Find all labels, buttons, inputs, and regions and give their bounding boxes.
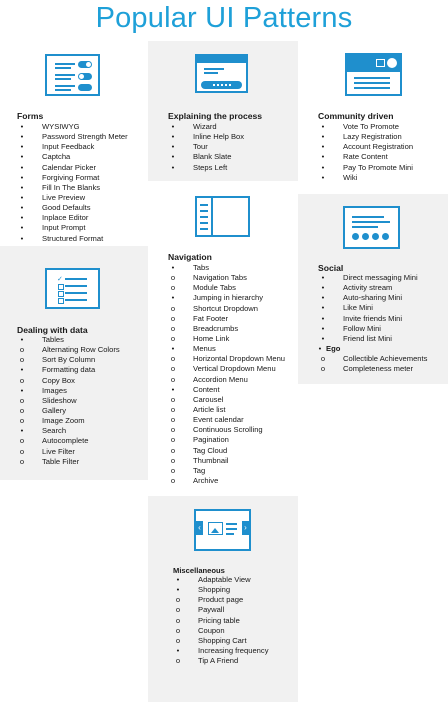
list-item-label: Navigation Tabs (193, 273, 247, 283)
bullet-icon: • (321, 162, 325, 172)
list-item-label: Direct messaging Mini (343, 273, 418, 282)
list-item-label: Article list (193, 404, 226, 414)
bullet-icon: • (176, 585, 180, 595)
list-item-label: WYSIWYG (42, 122, 80, 131)
list-item-label: Carousel (193, 394, 224, 404)
process-icon (195, 54, 248, 93)
bullet-icon: • (171, 122, 175, 131)
sub-bullet-icon: o (170, 313, 176, 323)
sub-bullet-icon: o (19, 456, 25, 466)
list-item-label: Module Tabs (193, 283, 236, 293)
bullet-icon: • (176, 645, 180, 655)
sub-bullet-icon: o (170, 425, 176, 435)
data-icon: ✓ (45, 268, 100, 309)
bullet-icon: • (321, 152, 325, 162)
bullet-icon: • (321, 132, 325, 142)
bullet-icon: • (321, 142, 325, 152)
sub-bullet-icon: o (170, 374, 176, 384)
list-item-label: Search (42, 426, 67, 436)
list-item-label: Autocomplete (42, 436, 89, 446)
sub-bullet-icon: o (175, 635, 181, 645)
bullet-icon: • (20, 182, 24, 192)
list-item-label: Horizontal Dropdown Menu (193, 354, 286, 364)
list-item-label: Password Strength Meter (42, 132, 128, 142)
sub-bullet-icon: o (320, 364, 326, 374)
sub-bullet-icon: o (170, 394, 176, 404)
list-item-label: Wiki (343, 172, 358, 182)
sub-bullet-icon: o (170, 364, 176, 374)
bullet-icon: • (321, 293, 325, 303)
navigation-icon (195, 196, 250, 237)
list-item-label: Rate Content (343, 152, 388, 162)
forms-heading: Forms (17, 111, 44, 121)
sub-bullet-icon: o (170, 445, 176, 455)
list-item-label: Table Filter (42, 456, 80, 466)
misc-heading: Miscellaneous (173, 566, 225, 575)
data-heading: Dealing with data (17, 325, 88, 335)
list-item-label: Shopping (198, 585, 231, 595)
list-item-label: Image Zoom (42, 416, 85, 426)
sub-bullet-icon: o (170, 273, 176, 283)
list-item-label: Tip A Friend (198, 656, 239, 666)
sub-bullet-icon: o (19, 436, 25, 446)
sub-bullet-icon: o (170, 354, 176, 364)
bullet-icon: • (321, 303, 325, 313)
bullet-icon: • (20, 132, 24, 142)
misc-icon: ‹ › (194, 509, 251, 551)
bullet-icon: • (171, 142, 175, 152)
sub-bullet-icon: o (175, 615, 181, 625)
bullet-icon: • (171, 344, 175, 354)
list-item-label: Increasing frequency (198, 645, 269, 655)
list-item-label: Inplace Editor (42, 213, 89, 223)
bullet-icon: • (20, 142, 24, 152)
sub-bullet-icon: o (170, 283, 176, 293)
sub-bullet-icon: o (19, 395, 25, 405)
bullet-icon: • (318, 343, 322, 353)
list-item-label: Copy Box (42, 375, 75, 385)
bullet-icon: • (321, 172, 325, 182)
bullet-icon: • (20, 385, 24, 395)
bullet-icon: • (321, 122, 325, 131)
list-item-label: Inline Help Box (193, 132, 245, 142)
forms-icon (45, 54, 100, 96)
list-item-label: Continuous Scrolling (193, 425, 263, 435)
list-item-label: Event calendar (193, 415, 244, 425)
social-icon (343, 206, 400, 249)
bullet-icon: • (171, 152, 175, 162)
bullet-icon: • (171, 132, 175, 142)
sub-bullet-icon: o (170, 415, 176, 425)
list-item-label: Product page (198, 595, 244, 605)
list-item-label: Slideshow (42, 395, 77, 405)
sub-bullet-icon: o (170, 323, 176, 333)
list-item-label: Pagination (193, 435, 229, 445)
list-item-label: Fat Footer (193, 313, 229, 323)
bullet-icon: • (20, 213, 24, 223)
sub-bullet-icon: o (320, 354, 326, 364)
bullet-icon: • (321, 333, 325, 343)
list-item-label: Pricing table (198, 615, 240, 625)
process-heading: Explaining the process (168, 111, 263, 121)
community-heading: Community driven (318, 111, 394, 121)
sub-bullet-icon: o (19, 446, 25, 456)
sub-bullet-icon: o (175, 595, 181, 605)
sub-bullet-icon: o (19, 355, 25, 365)
bullet-icon: • (20, 223, 24, 233)
list-item-label: Activity stream (343, 283, 393, 293)
social-heading: Social (318, 263, 344, 273)
list-item-label: Live Preview (42, 192, 86, 202)
sub-bullet-icon: o (19, 345, 25, 355)
list-item-label: Thumbnail (193, 455, 229, 465)
bullet-icon: • (321, 283, 325, 293)
sub-bullet-icon: o (170, 435, 176, 445)
bullet-icon: • (321, 273, 325, 282)
list-item-label: Images (42, 385, 67, 395)
list-item-label: Content (193, 384, 220, 394)
sub-bullet-icon: o (170, 455, 176, 465)
community-icon (345, 53, 402, 96)
list-item-label: Ego (326, 343, 341, 353)
list-item-label: Fill In The Blanks (42, 182, 101, 192)
list-item-label: Live Filter (42, 446, 75, 456)
list-item-label: Home Link (193, 333, 230, 343)
sub-bullet-icon: o (19, 375, 25, 385)
bullet-icon: • (321, 313, 325, 323)
bullet-icon: • (176, 575, 180, 584)
list-item-label: Jumping in hierarchy (193, 293, 264, 303)
bullet-icon: • (20, 203, 24, 213)
bullet-icon: • (171, 384, 175, 394)
bullet-icon: • (20, 122, 24, 131)
sub-bullet-icon: o (175, 605, 181, 615)
sub-bullet-icon: o (170, 303, 176, 313)
sub-bullet-icon: o (170, 333, 176, 343)
navigation-heading: Navigation (168, 252, 212, 262)
list-item-label: Invite friends Mini (343, 313, 403, 323)
bullet-icon: • (20, 233, 24, 243)
list-item-label: Input Prompt (42, 223, 86, 233)
bullet-icon: • (321, 323, 325, 333)
list-item-label: Tabs (193, 263, 210, 272)
list-item-label: Pay To Promote Mini (343, 162, 413, 172)
list-item-label: Vote To Promote (343, 122, 400, 131)
list-item-label: Sort By Column (42, 355, 96, 365)
bullet-icon: • (20, 426, 24, 436)
list-item-label: Shortcut Dropdown (193, 303, 259, 313)
list-item-label: Wizard (193, 122, 217, 131)
list-item-label: Friend list Mini (343, 333, 392, 343)
list-item-label: Tour (193, 142, 208, 152)
bullet-icon: • (20, 192, 24, 202)
list-item-label: Tag Cloud (193, 445, 228, 455)
sub-bullet-icon: o (170, 465, 176, 475)
list-item-label: Like Mini (343, 303, 373, 313)
list-item-label: Accordion Menu (193, 374, 248, 384)
list-item-label: Tag (193, 465, 206, 475)
list-item-label: Lazy Registration (343, 132, 402, 142)
list-item-label: Auto-sharing Mini (343, 293, 403, 303)
list-item-label: Shopping Cart (198, 635, 247, 645)
list-item-label: Steps Left (193, 162, 228, 172)
bullet-icon: • (171, 293, 175, 303)
list-item-label: Blank Slate (193, 152, 232, 162)
sub-bullet-icon: o (175, 656, 181, 666)
list-item-label: Forgiving Format (42, 172, 100, 182)
page-title: Popular UI Patterns (95, 2, 353, 34)
bullet-icon: • (20, 162, 24, 172)
list-item-label: Good Defaults (42, 203, 91, 213)
sub-bullet-icon: o (170, 404, 176, 414)
bullet-icon: • (171, 263, 175, 272)
list-item-label: Menus (193, 344, 216, 354)
list-item-label: Formatting data (42, 365, 96, 375)
list-item-label: Gallery (42, 405, 67, 415)
list-item-label: Calendar Picker (42, 162, 97, 172)
list-item-label: Tables (42, 335, 64, 344)
bullet-icon: • (20, 335, 24, 344)
list-item-label: Collectible Achievements (343, 354, 428, 364)
sub-bullet-icon: o (19, 405, 25, 415)
sub-bullet-icon: o (175, 625, 181, 635)
list-item-label: Vertical Dropdown Menu (193, 364, 276, 374)
list-item-label: Adaptable View (198, 575, 251, 584)
bullet-icon: • (20, 152, 24, 162)
list-item-label: Breadcrumbs (193, 323, 239, 333)
list-item-label: Account Registration (343, 142, 414, 152)
list-item-label: Coupon (198, 625, 225, 635)
list-item-label: Paywall (198, 605, 225, 615)
sub-bullet-icon: o (170, 475, 176, 485)
list-item-label: Input Feedback (42, 142, 95, 152)
list-item-label: Structured Format (42, 233, 104, 243)
list-item-label: Follow Mini (343, 323, 381, 333)
list-item-label: Completeness meter (343, 364, 414, 374)
bullet-icon: • (20, 365, 24, 375)
list-item-label: Alternating Row Colors (42, 345, 120, 355)
list-item-label: Captcha (42, 152, 71, 162)
bullet-icon: • (171, 162, 175, 172)
bullet-icon: • (20, 172, 24, 182)
sub-bullet-icon: o (19, 416, 25, 426)
list-item-label: Archive (193, 475, 219, 485)
